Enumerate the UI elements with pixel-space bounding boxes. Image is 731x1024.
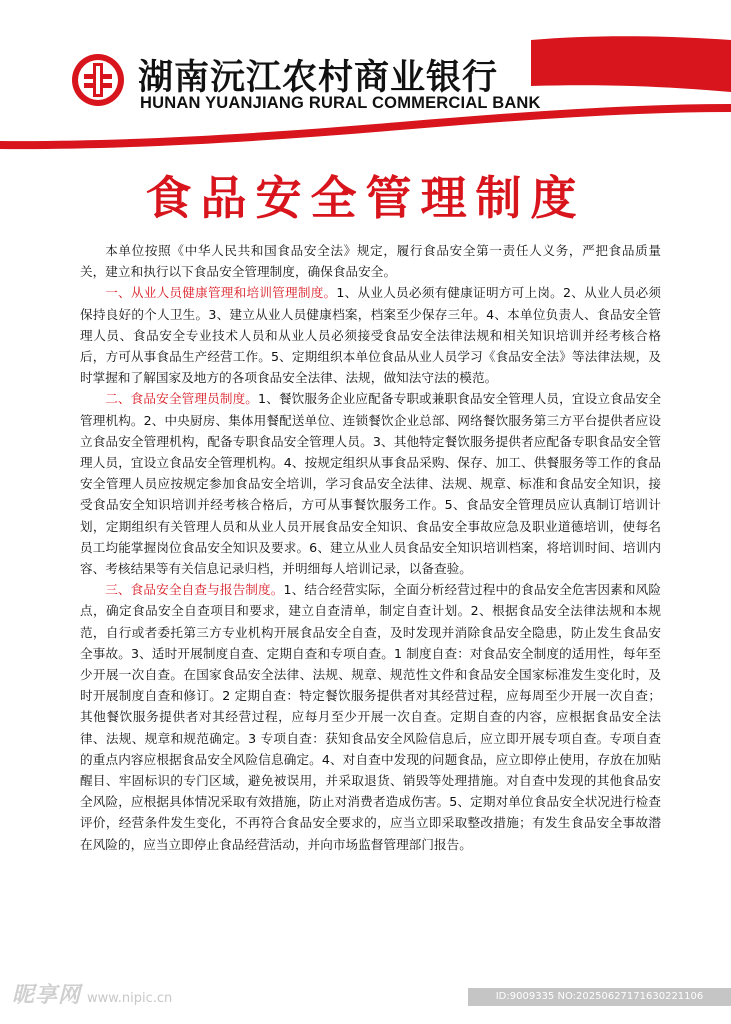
watermark-url: www.nipic.cn — [87, 991, 173, 1006]
regulation-body — [80, 240, 661, 855]
bank-name-chinese: 湖南沅江农村商业银行 — [138, 57, 499, 98]
section-paragraph-1 — [80, 282, 661, 388]
section-paragraph-3 — [80, 579, 661, 855]
section-text-1: 1、从业人员必须有健康证明方可上岗。2、从业人员必须保持良好的个人卫生。3、建立从业人员健康档案，档案至少保存三年。4、本单位负责人、食品安全管理人员、食品安全专业技术人员和从业人员必须接受食品安全法律法规和相关知识培训并经考核合格后，方可从事食品生产经营工作。5、定期组织本单位食品从业人员学习《食品安全法》等法律法规，及时掌握和了解国家及地方的各项食品安全法律、法规，做知法守法的模范。 — [80, 285, 662, 386]
section-heading-3: 三、食品安全自查与报告制度。 — [105, 582, 284, 598]
section-text-2: 1、餐饮服务企业应配备专职或兼职食品安全管理人员，宜设立食品安全管理机构。2、中央厨房、集体用餐配送单位、连锁餐饮企业总部、网络餐饮服务第三方平台提供者应设立食品安全管理机构，配备专职食品安全管理人员。3、其他特定餐饮服务提供者应配备专职食品安全管理人员，宜设立食品安全管理机构。4、按规定组织从事食品采购、保存、加工、供餐服务等工作的食品安全管理人员应按规定参加食品安全培训，学习食品安全法律、法规、规章、标准和食品安全知识，接受食品安全知识培训并经考核合格后，方可从事餐饮服务工作。5、食品安全管理员应认真制订培训计划，定期组织有关管理人员和从业人员开展食品安全知识、食品安全事故应急及职业道德培训，使每名员工均能掌握岗位食品安全知识及要求。6、建立从业人员食品安全知识培训档案，将培训时间、培训内容、考核结果等有关信息记录归档，并明细每人培训记录，以备查验。 — [80, 391, 661, 577]
image-id-bar: ID:9009335 NO:20250627171630221106 — [468, 988, 731, 1006]
bank-coin-logo-icon — [70, 52, 126, 108]
section-heading-1: 一、从业人员健康管理和培训管理制度。 — [105, 285, 337, 301]
document-title: 食品安全管理制度 — [145, 171, 586, 225]
section-text-3: 1、结合经营实际，全面分析经营过程中的食品安全危害因素和风险点，确定食品安全自查项目和要求，建立自查清单，制定自查计划。2、根据食品安全法律法规和本规范，自行或者委托第三方专业机构开展食品安全自查，及时发现并消除食品安全隐患，防止发生食品安全事故。3、适时开展制度自查、定期自查和专项自查。1 制度自查：对食品安全制度的适用性，每年至少开展一次自查。在国家食品安全法律、法规、规章、规范性文件和食品安全国家标准发生变化时，及时开展制度自查和修订。2 定期自查：特定餐饮服务提供者对其经营过程，应每周至少开展一次自查；其他餐饮服务提供者对其经营过程，应每月至少开展一次自查。定期自查的内容，应根据食品安全法律、法规、规章和规范确定。3 专项自查：获知食品安全风险信息后，应立即开展专项自查。专项自查的重点内容应根据食品安全风险信息确定。4、对自查中发现的问题食品，应立即停止使用，存放在加贴醒目、牢固标识的专门区域，避免被误用，并采取退货、销毁等处理措施。对自查中发现的其他食品安全风险，应根据具体情况采取有效措施，防止对消费者造成伤害。5、定期对单位食品安全状况进行检查评价，经营条件发生变化，不再符合食品安全要求的，应当立即采取整改措施；有发生食品安全事故潜在风险的，应当立即停止食品经营活动，并向市场监督管理部门报告。 — [80, 582, 662, 852]
nipic-watermark — [12, 978, 172, 1009]
section-paragraph-2 — [80, 388, 661, 579]
bank-name-english: HUNAN YUANJIANG RURAL COMMERCIAL BANK — [140, 94, 541, 112]
watermark-brand: 昵享网 — [12, 983, 82, 1008]
section-heading-2: 二、食品安全管理员制度。 — [105, 391, 259, 407]
intro-paragraph: 本单位按照《中华人民共和国食品安全法》规定，履行食品安全第一责任人义务，严把食品质量关，建立和执行以下食品安全管理制度，确保食品安全。 — [80, 243, 661, 280]
bank-header — [0, 0, 731, 150]
